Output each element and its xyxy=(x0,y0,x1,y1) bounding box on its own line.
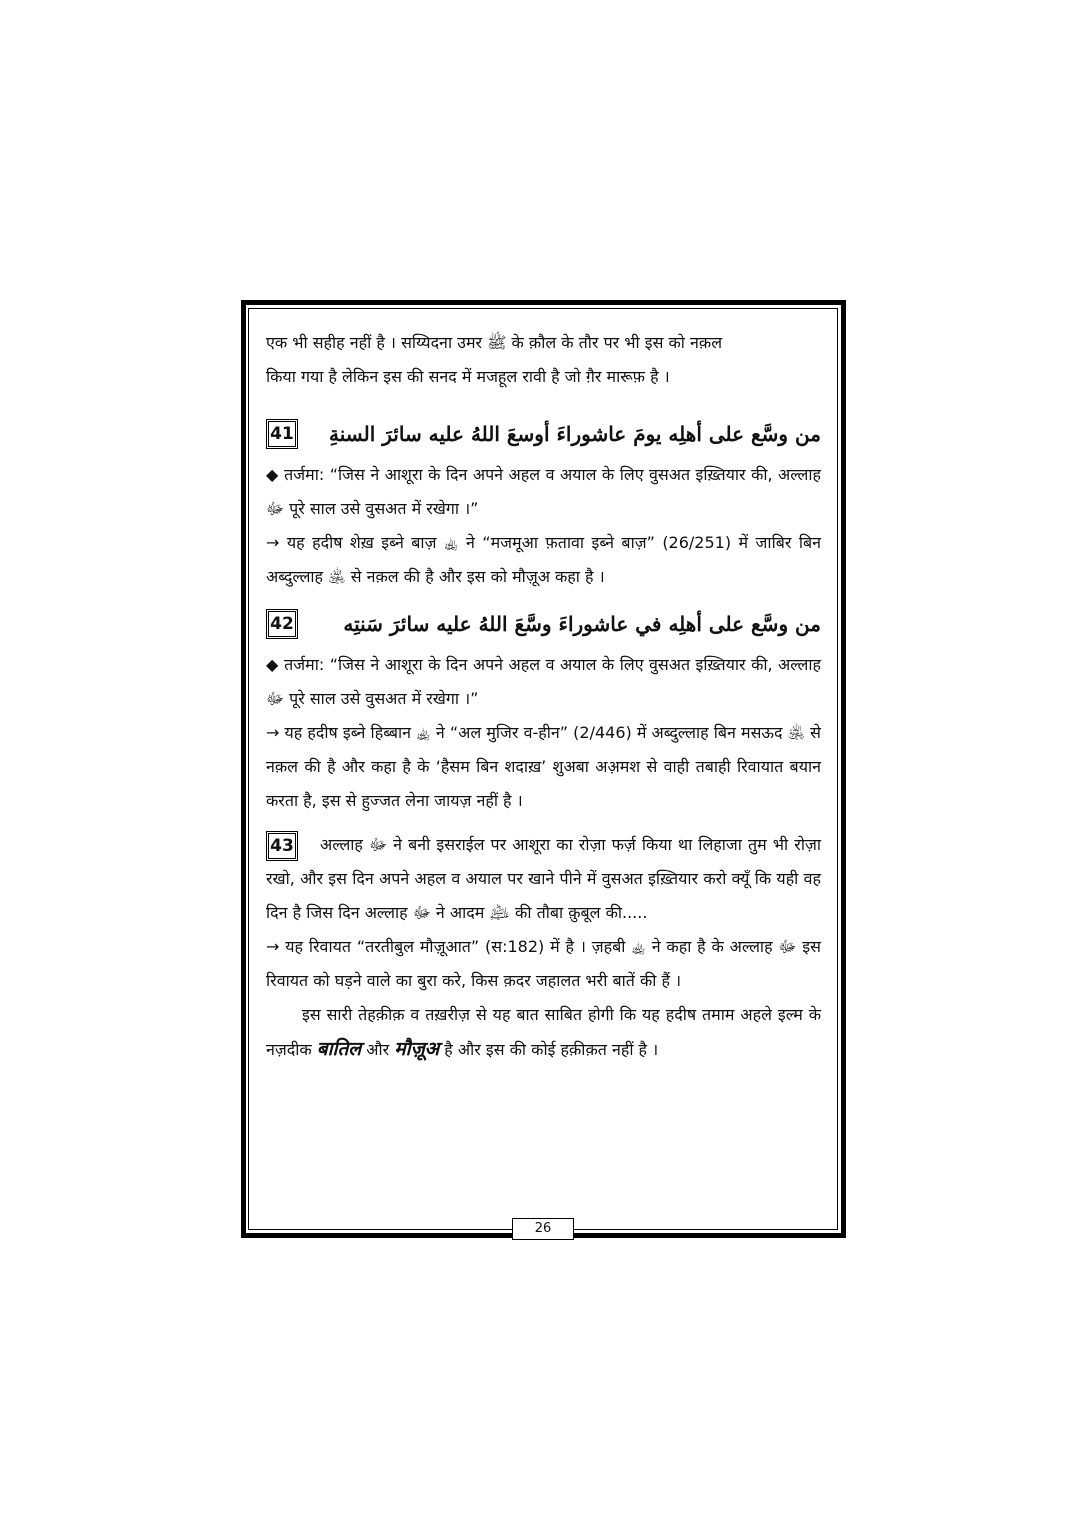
hadith-41-heading xyxy=(266,412,821,456)
conclusion-part-1: इस सारी तेहक़ीक़ व तख़रीज़ से यह बात साबित होगी कि यह हदीष तमाम अहले इल्म के नज़दीक xyxy=(266,1005,821,1059)
hadith-43-body: अल्लाह ﷻ ने बनी इसराईल पर आशूरा का रोज़ा फर्ज़ किया था लिहाजा तुम भी रोज़ा रखो, और इस दिन अपने अहल व अयाल पर खाने पीने में वुसअत इख़्तियार करो क्यूँ कि यही वह दिन है जिस दिन अल्लाह ﷻ ने आदम ﵇ की तौबा क़ुबूल की..... xyxy=(266,835,821,922)
hadith-number-badge: 41 xyxy=(266,419,298,449)
hadith-arabic-text: من وسَّع على أهلِه يومَ عاشوراءَ أوسعَ اللهُ عليه سائرَ السنةِ xyxy=(329,422,821,446)
hadith-43-note: → यह रिवायत “तरतीबुल मौज़ूआत” (स:182) में है । ज़हबी ﵀ ने कहा है के अल्लाह ﷻ इस रिवायत को घड़ने वाले का बुरा करे, किस क़दर जहालत भरी बातें की हैं । xyxy=(266,937,821,990)
hadith-arabic-text: من وسَّع على أهلِه في عاشوراءَ وسَّعَ اللهُ عليه سائرَ سَنتِه xyxy=(343,612,821,636)
hadith-number-badge: 42 xyxy=(266,609,298,639)
intro-line-2: किया गया है लेकिन इस की सनद में मजहूल रावी है जो ग़ैर मारूफ़ है । xyxy=(266,367,670,386)
hadith-42-note: → यह हदीष इब्ने हिब्बान ﵀ ने “अल मुजिर व-हीन” (2/446) में अब्दुल्लाह बिन मसऊद ﵁ से नक़ल की है और कहा है के ‘हैसम बिन शदाख़’ शुअबा अअ़मश से वाही तबाही रिवायात बयान करता है, इस से हुज्जत लेना जायज़ नहीं है । xyxy=(266,723,821,810)
page-content xyxy=(266,326,821,1067)
conclusion-emphasis-1: बातिल xyxy=(316,1038,362,1060)
hadith-43-text xyxy=(266,828,821,930)
conclusion-part-2: और xyxy=(366,1040,390,1059)
conclusion-part-3: है और इस की कोई हक़ीक़त नहीं है । xyxy=(444,1040,659,1059)
hadith-number-badge: 43 xyxy=(266,831,298,861)
page-number: 26 xyxy=(512,1218,574,1240)
conclusion-paragraph xyxy=(266,998,821,1067)
hadith-42-translation: ◆ तर्जमा: “जिस ने आशूरा के दिन अपने अहल व अयाल के लिए वुसअत इख़्तियार की, अल्लाह ﷻ पूरे साल उसे वुसअत में रखेगा ।” xyxy=(266,655,821,708)
conclusion-emphasis-2: मौज़ूअ xyxy=(394,1038,440,1060)
hadith-42-heading xyxy=(266,602,821,646)
hadith-41-note: → यह हदीष शेख़ इब्ने बाज़ ﵀ ने “मजमूआ फ़तावा इब्ने बाज़” (26/251) में जाबिर बिन अब्दुल्लाह ﵁ से नक़ल की है और इस को मौज़ूअ कहा है । xyxy=(266,533,821,586)
hadith-41-translation: ◆ तर्जमा: “जिस ने आशूरा के दिन अपने अहल व अयाल के लिए वुसअत इख़्तियार की, अल्लाह ﷻ पूरे साल उसे वुसअत में रखेगा ।” xyxy=(266,465,821,518)
intro-line-1: एक भी सहीह नहीं है । सय्यिदना उमर ﷺ के क़ौल के तौर पर भी इस को नक़ल xyxy=(266,333,723,352)
